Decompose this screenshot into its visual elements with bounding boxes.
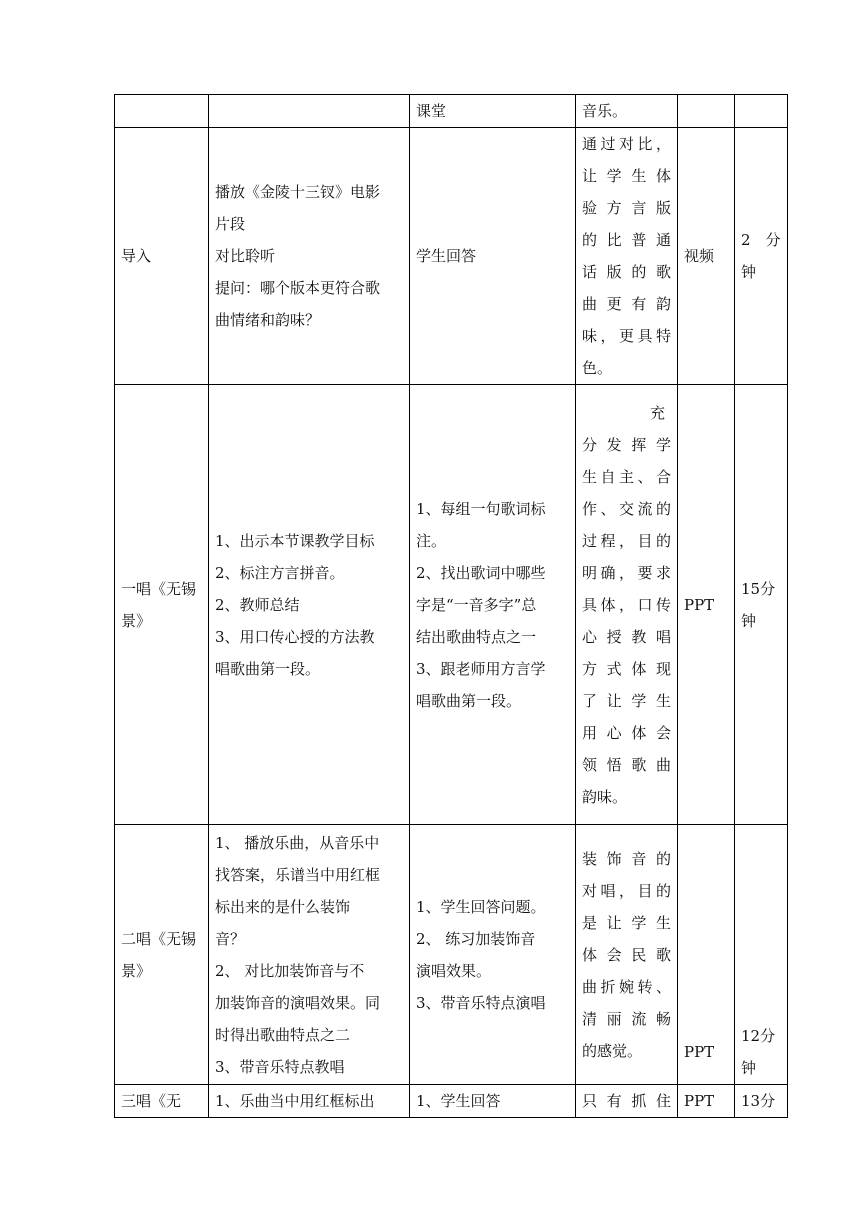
teacher-activity-cell [209,95,410,128]
media-cell: PPT [678,385,735,825]
design-intent-cell: 装 饰 音 的 对唱，目的 是 让 学 生 体 会 民 歌 曲折婉转、 清 丽 流 畅 的感觉。 [576,825,678,1085]
stage-cell: 二唱《无锡景》 [115,825,209,1085]
teacher-activity-cell: 播放《金陵十三钗》电影 片段 对比聆听 提问：哪个版本更符合歌 曲情绪和韵味？ [209,128,410,385]
design-intent-cell: 只 有 抓 住 [576,1085,678,1118]
student-activity-cell: 学生回答 [410,128,576,385]
teacher-activity-cell: 1、 播放乐曲，从音乐中 找答案，乐谱当中用红框 标出来的是什么装饰 音？ 2、 对比加装饰音与不 加装饰音的演唱效果。同 时得出歌曲特点之二 3、带音乐特点教唱 [209,825,410,1085]
media-cell: 视频 [678,128,735,385]
time-cell [735,95,788,128]
time-cell: 13分 [735,1085,788,1118]
media-cell: PPT [678,1085,735,1118]
stage-cell: 一唱《无锡景》 [115,385,209,825]
lesson-plan-table [114,94,788,1118]
student-activity-cell: 1、学生回答 [410,1085,576,1118]
table-row [115,128,788,385]
stage-cell: 导入 [115,128,209,385]
table-row [115,385,788,825]
media-cell: PPT [678,825,735,1085]
time-cell: 15分 钟 [735,385,788,825]
stage-cell: 三唱《无 [115,1085,209,1118]
table-row [115,95,788,128]
teacher-activity-cell: 1、乐曲当中用红框标出 [209,1085,410,1118]
student-activity-cell: 课堂 [410,95,576,128]
time-cell: 2 分 钟 [735,128,788,385]
table-row [115,825,788,1085]
table-row [115,1085,788,1118]
design-intent-cell: 音乐。 [576,95,678,128]
teacher-activity-cell: 1、出示本节课教学目标 2、标注方言拼音。 2、教师总结 3、用口传心授的方法教 唱歌曲第一段。 [209,385,410,825]
media-cell [678,95,735,128]
design-intent-cell: 充 分 发 挥 学 生自主、合 作、交流的 过程，目的 明确，要求 具体，口传 心 授 教 唱 方 式 体 现 了 让 学 生 用 心 体 会 领 悟 歌 曲 韵味。 [576,385,678,825]
stage-cell [115,95,209,128]
student-activity-cell: 1、学生回答问题。 2、 练习加装饰音 演唱效果。 3、带音乐特点演唱 [410,825,576,1085]
design-intent-cell: 通过对比， 让 学 生 体 验方言版 的 比 普 通 话 版 的 歌 曲 更 有 韵 味，更具特 色。 [576,128,678,385]
time-cell: 12分 钟 [735,825,788,1085]
student-activity-cell: 1、每组一句歌词标 注。 2、找出歌词中哪些 字是“一音多字”总 结出歌曲特点之一 3、跟老师用方言学 唱歌曲第一段。 [410,385,576,825]
